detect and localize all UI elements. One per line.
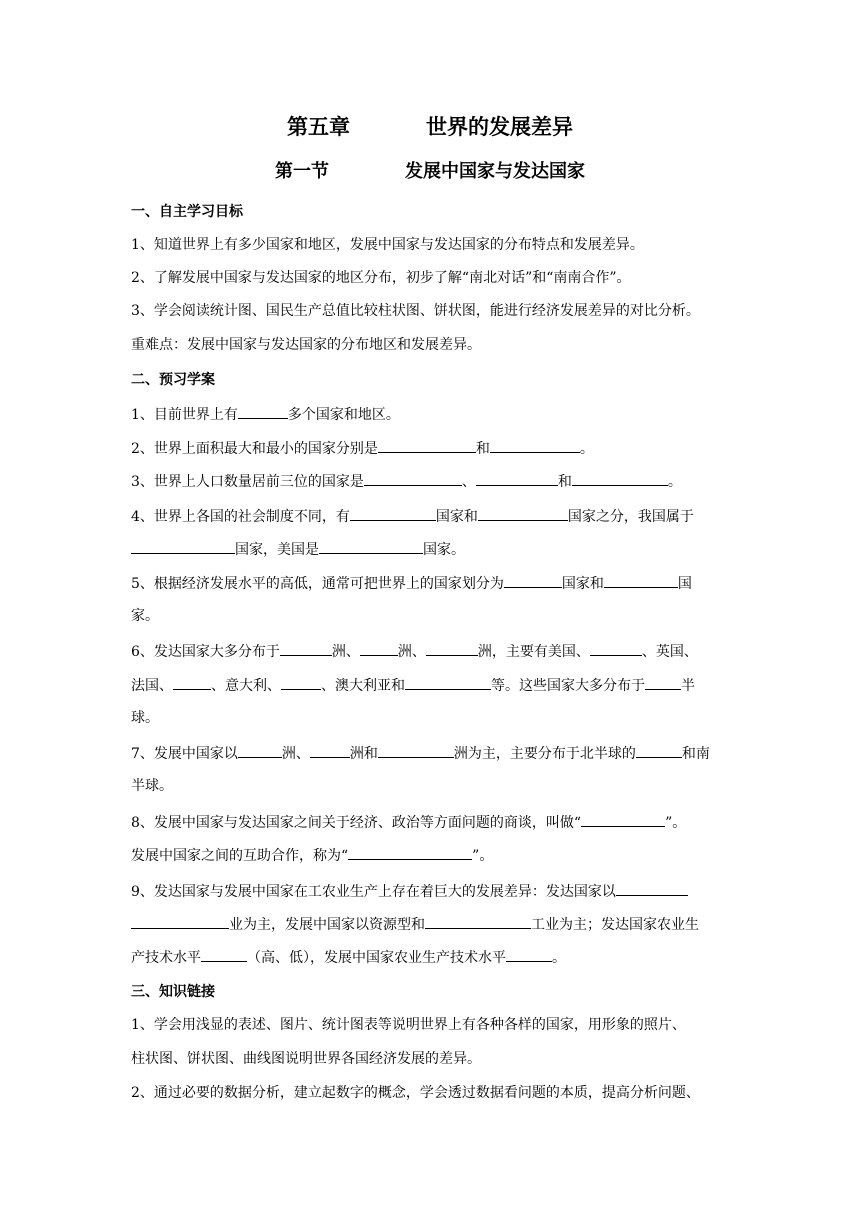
- question-6-cont: 法国、 、意大利、 、澳大利亚和 等。这些国家大多分布于 半: [131, 674, 695, 697]
- question-4-cont: 国家，美国是 国家。: [131, 538, 465, 561]
- answer-blank[interactable]: [281, 674, 321, 690]
- question-5-cont: 家。: [131, 608, 159, 624]
- question-9-cont: 业为主，发展中国家以资源型和 工业为主；发达国家农业生: [131, 913, 699, 936]
- chapter-title: [0, 112, 860, 142]
- question-3: 3、世界上人口数量居前三位的国家是 、 和 。: [131, 470, 682, 493]
- answer-blank[interactable]: [616, 880, 688, 896]
- link-item: 柱状图、饼状图、曲线图说明世界各国经济发展的差异。: [131, 1051, 481, 1067]
- question-2: 2、世界上面积最大和最小的国家分别是 和 。: [131, 437, 594, 460]
- answer-blank[interactable]: [131, 538, 235, 554]
- answer-blank[interactable]: [590, 640, 642, 656]
- goal-item: 3、学会阅读统计图、国民生产总值比较柱状图、饼状图，能进行经济发展差异的对比分析。: [131, 303, 700, 319]
- answer-blank[interactable]: [581, 811, 665, 827]
- answer-blank[interactable]: [280, 640, 332, 656]
- answer-blank[interactable]: [360, 640, 398, 656]
- answer-blank[interactable]: [201, 946, 247, 962]
- goal-item: 1、知道世界上有多少国家和地区，发展中国家与发达国家的分布特点和发展差异。: [131, 237, 644, 253]
- answer-blank[interactable]: [476, 470, 558, 486]
- chapter-label: 第五章: [287, 115, 350, 139]
- answer-blank[interactable]: [348, 844, 472, 860]
- question-9-end: 产技术水平 （高、低），发展中国家农业生产技术水平 。: [131, 946, 566, 969]
- links-heading: 三、知识链接: [131, 984, 215, 1000]
- answer-blank[interactable]: [504, 572, 562, 588]
- question-1: 1、目前世界上有 多个国家和地区。: [131, 403, 400, 426]
- goals-heading: 一、自主学习目标: [131, 204, 243, 220]
- question-6-end: 球。: [131, 710, 159, 726]
- question-5: 5、根据经济发展水平的高低，通常可把世界上的国家划分为 国家和 国: [131, 572, 692, 595]
- answer-blank[interactable]: [378, 742, 454, 758]
- section-label: 第一节: [275, 161, 329, 182]
- question-7: 7、发展中国家以 洲、 洲和 洲为主，主要分布于北半球的 和南: [131, 742, 710, 765]
- answer-blank[interactable]: [364, 470, 462, 486]
- question-9: 9、发达国家与发展中国家在工农业生产上存在着巨大的发展差异：发达国家以: [131, 880, 688, 903]
- answer-blank[interactable]: [425, 913, 531, 929]
- answer-blank[interactable]: [490, 437, 580, 453]
- answer-blank[interactable]: [173, 674, 211, 690]
- chapter-name: 世界的发展差异: [426, 115, 573, 139]
- question-4: 4、世界上各国的社会制度不同，有 国家和 国家之分，我国属于: [131, 505, 694, 528]
- preview-heading: 二、预习学案: [131, 372, 215, 388]
- answer-blank[interactable]: [350, 505, 436, 521]
- section-title: [0, 158, 860, 186]
- answer-blank[interactable]: [426, 640, 478, 656]
- question-8: 8、发展中国家与发达国家之间关于经济、政治等方面问题的商谈，叫做“ ”。: [131, 811, 686, 834]
- answer-blank[interactable]: [604, 572, 678, 588]
- key-points: 重难点：发展中国家与发达国家的分布地区和发展差异。: [131, 337, 481, 353]
- link-item: 1、学会用浅显的表述、图片、统计图表等说明世界上有各种各样的国家，用形象的照片、: [131, 1017, 686, 1033]
- answer-blank[interactable]: [238, 742, 282, 758]
- answer-blank[interactable]: [131, 913, 229, 929]
- answer-blank[interactable]: [645, 674, 681, 690]
- question-7-cont: 半球。: [131, 778, 173, 794]
- link-item: 2、通过必要的数据分析，建立起数字的概念，学会透过数据看问题的本质，提高分析问题、: [131, 1085, 700, 1101]
- answer-blank[interactable]: [378, 437, 476, 453]
- goal-item: 2、了解发展中国家与发达国家的地区分布，初步了解“南北对话”和“南南合作”。: [131, 270, 631, 286]
- answer-blank[interactable]: [478, 505, 568, 521]
- section-name: 发展中国家与发达国家: [405, 161, 585, 182]
- answer-blank[interactable]: [310, 742, 350, 758]
- answer-blank[interactable]: [238, 403, 288, 419]
- answer-blank[interactable]: [319, 538, 423, 554]
- question-8-cont: 发展中国家之间的互助合作，称为“ ”。: [131, 844, 493, 867]
- question-6: 6、发达国家大多分布于 洲、 洲、 洲，主要有美国、 、英国、: [131, 640, 698, 663]
- answer-blank[interactable]: [572, 470, 668, 486]
- answer-blank[interactable]: [405, 674, 491, 690]
- answer-blank[interactable]: [636, 742, 682, 758]
- answer-blank[interactable]: [506, 946, 552, 962]
